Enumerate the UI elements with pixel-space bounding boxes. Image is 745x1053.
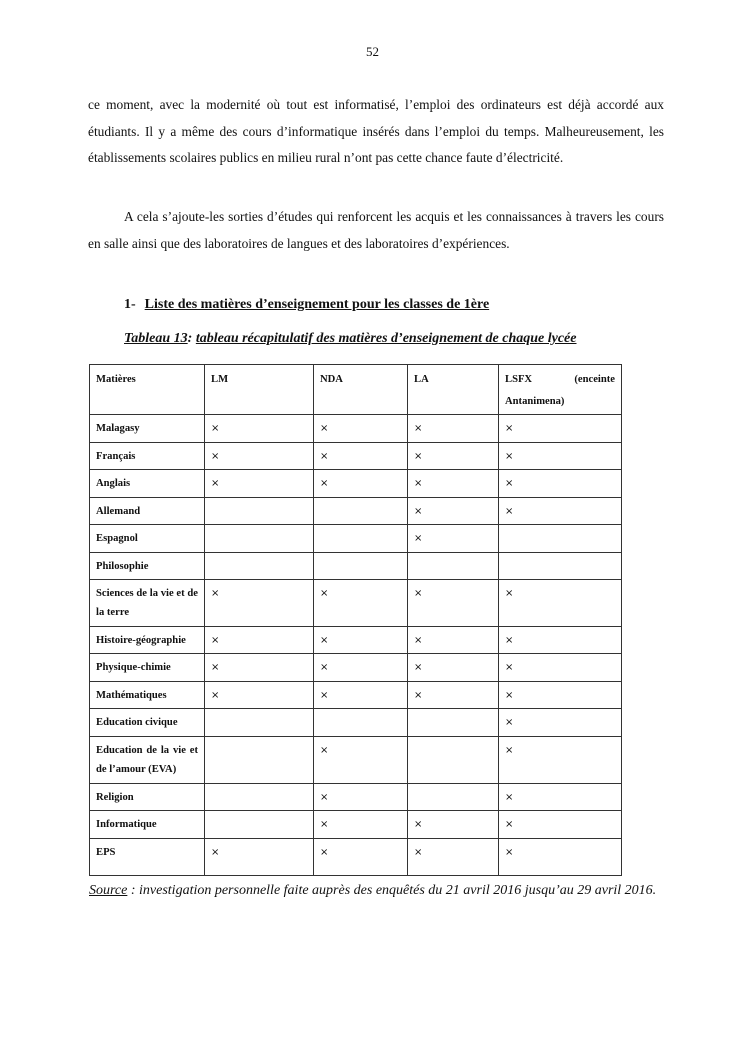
table-row bbox=[90, 784, 622, 811]
mark-cell: × bbox=[408, 470, 499, 498]
mark-cell bbox=[205, 737, 314, 784]
mark-cell: × bbox=[314, 627, 408, 654]
table-row bbox=[90, 525, 622, 553]
table-header-row bbox=[90, 365, 622, 415]
mark-cell: × bbox=[205, 470, 314, 498]
mark-cell: × bbox=[408, 580, 499, 627]
mark-cell: × bbox=[205, 443, 314, 470]
subject-cell: Malagasy bbox=[90, 415, 205, 443]
mark-cell: × bbox=[499, 627, 622, 654]
mark-cell bbox=[408, 737, 499, 784]
table-caption-text: tableau récapitulatif des matières d’enseignement de chaque lycée bbox=[195, 331, 577, 346]
table-caption bbox=[124, 331, 577, 347]
subject-cell: Sciences de la vie et de la terre bbox=[90, 580, 205, 627]
mark-cell: × bbox=[205, 839, 314, 876]
mark-cell bbox=[205, 811, 314, 839]
mark-cell: × bbox=[205, 627, 314, 654]
mark-cell bbox=[205, 709, 314, 737]
mark-cell: × bbox=[408, 811, 499, 839]
mark-cell bbox=[408, 553, 499, 580]
mark-cell: × bbox=[408, 443, 499, 470]
table-row bbox=[90, 580, 622, 627]
subject-cell: Education civique bbox=[90, 709, 205, 737]
header-lsfx-note-start: (enceinte bbox=[574, 374, 615, 385]
section-title-text: Liste des matières d’enseignement pour les classes de 1ère bbox=[144, 297, 490, 312]
mark-cell bbox=[408, 784, 499, 811]
mark-cell bbox=[314, 709, 408, 737]
mark-cell: × bbox=[499, 415, 622, 443]
table-row bbox=[90, 498, 622, 525]
mark-cell bbox=[205, 553, 314, 580]
mark-cell: × bbox=[314, 443, 408, 470]
mark-cell: × bbox=[499, 737, 622, 784]
section-title bbox=[124, 297, 489, 313]
mark-cell: × bbox=[314, 415, 408, 443]
page-number: 52 bbox=[366, 44, 379, 59]
table-source bbox=[89, 878, 659, 904]
table-row bbox=[90, 682, 622, 709]
mark-cell: × bbox=[314, 654, 408, 682]
mark-cell: × bbox=[314, 580, 408, 627]
subject-cell: EPS bbox=[90, 839, 205, 876]
table-row bbox=[90, 811, 622, 839]
mark-cell: × bbox=[499, 709, 622, 737]
mark-cell: × bbox=[408, 839, 499, 876]
mark-cell: × bbox=[205, 682, 314, 709]
mark-cell: × bbox=[499, 498, 622, 525]
subject-cell: Mathématiques bbox=[90, 682, 205, 709]
mark-cell: × bbox=[408, 682, 499, 709]
mark-cell bbox=[205, 525, 314, 553]
header-la: LA bbox=[408, 365, 499, 415]
subject-cell: Allemand bbox=[90, 498, 205, 525]
mark-cell: × bbox=[499, 470, 622, 498]
subject-cell: Français bbox=[90, 443, 205, 470]
subject-cell: Religion bbox=[90, 784, 205, 811]
mark-cell bbox=[499, 553, 622, 580]
mark-cell bbox=[314, 498, 408, 525]
source-label: Source bbox=[89, 883, 128, 898]
mark-cell: × bbox=[499, 580, 622, 627]
paragraph-2: A cela s’ajoute-les sorties d’études qui renforcent les acquis et les connaissances à travers les cours en salle ainsi que des laboratoires de langues et des laboratoires d’expériences. bbox=[88, 209, 664, 251]
mark-cell: × bbox=[314, 784, 408, 811]
section-number: 1- bbox=[124, 297, 136, 312]
mark-cell: × bbox=[408, 654, 499, 682]
table-row bbox=[90, 709, 622, 737]
header-lsfx-note-end: Antanimena) bbox=[505, 396, 565, 407]
table-row bbox=[90, 737, 622, 784]
mark-cell: × bbox=[205, 654, 314, 682]
mark-cell bbox=[205, 498, 314, 525]
mark-cell: × bbox=[314, 839, 408, 876]
subject-cell: Espagnol bbox=[90, 525, 205, 553]
table-row bbox=[90, 839, 622, 876]
mark-cell bbox=[314, 525, 408, 553]
mark-cell: × bbox=[499, 682, 622, 709]
paragraph-1: ce moment, avec la modernité où tout est informatisé, l’emploi des ordinateurs est déjà accordé aux étudiants. Il y a même des cours d’informatique insérés dans l’emploi du temps. Malheureusement, les établissements scolaires publics en milieu rural n’ont pas cette chance faute d’électricité. bbox=[88, 97, 664, 165]
subject-cell: Histoire-géographie bbox=[90, 627, 205, 654]
header-nda: NDA bbox=[314, 365, 408, 415]
mark-cell bbox=[314, 553, 408, 580]
header-lsfx-name: LSFX bbox=[505, 374, 533, 385]
table-row bbox=[90, 627, 622, 654]
header-matieres: Matières bbox=[90, 365, 205, 415]
header-lm: LM bbox=[205, 365, 314, 415]
mark-cell: × bbox=[408, 415, 499, 443]
subject-cell: Philosophie bbox=[90, 553, 205, 580]
table-row bbox=[90, 470, 622, 498]
subject-cell: Physique-chimie bbox=[90, 654, 205, 682]
mark-cell: × bbox=[408, 498, 499, 525]
table-row bbox=[90, 553, 622, 580]
subject-cell: Informatique bbox=[90, 811, 205, 839]
mark-cell: × bbox=[314, 811, 408, 839]
table-row bbox=[90, 654, 622, 682]
mark-cell: × bbox=[205, 415, 314, 443]
mark-cell: × bbox=[499, 784, 622, 811]
mark-cell bbox=[205, 784, 314, 811]
table-caption-separator: : bbox=[187, 331, 196, 346]
mark-cell: × bbox=[314, 682, 408, 709]
mark-cell: × bbox=[499, 839, 622, 876]
mark-cell: × bbox=[205, 580, 314, 627]
subjects-table bbox=[89, 364, 622, 876]
source-text: : investigation personnelle faite auprès des enquêtés du 21 avril 2016 jusqu’au 29 avril 2016. bbox=[127, 883, 657, 898]
mark-cell: × bbox=[314, 470, 408, 498]
mark-cell bbox=[499, 525, 622, 553]
table-caption-label: Tableau 13 bbox=[124, 331, 188, 346]
mark-cell bbox=[408, 709, 499, 737]
table-row bbox=[90, 415, 622, 443]
table-row bbox=[90, 443, 622, 470]
subject-cell: Anglais bbox=[90, 470, 205, 498]
mark-cell: × bbox=[499, 654, 622, 682]
subject-cell: Education de la vie et de l’amour (EVA) bbox=[90, 737, 205, 784]
mark-cell: × bbox=[408, 525, 499, 553]
mark-cell: × bbox=[499, 811, 622, 839]
mark-cell: × bbox=[499, 443, 622, 470]
mark-cell: × bbox=[408, 627, 499, 654]
mark-cell: × bbox=[314, 737, 408, 784]
header-lsfx bbox=[499, 365, 622, 415]
table-body bbox=[90, 415, 622, 876]
